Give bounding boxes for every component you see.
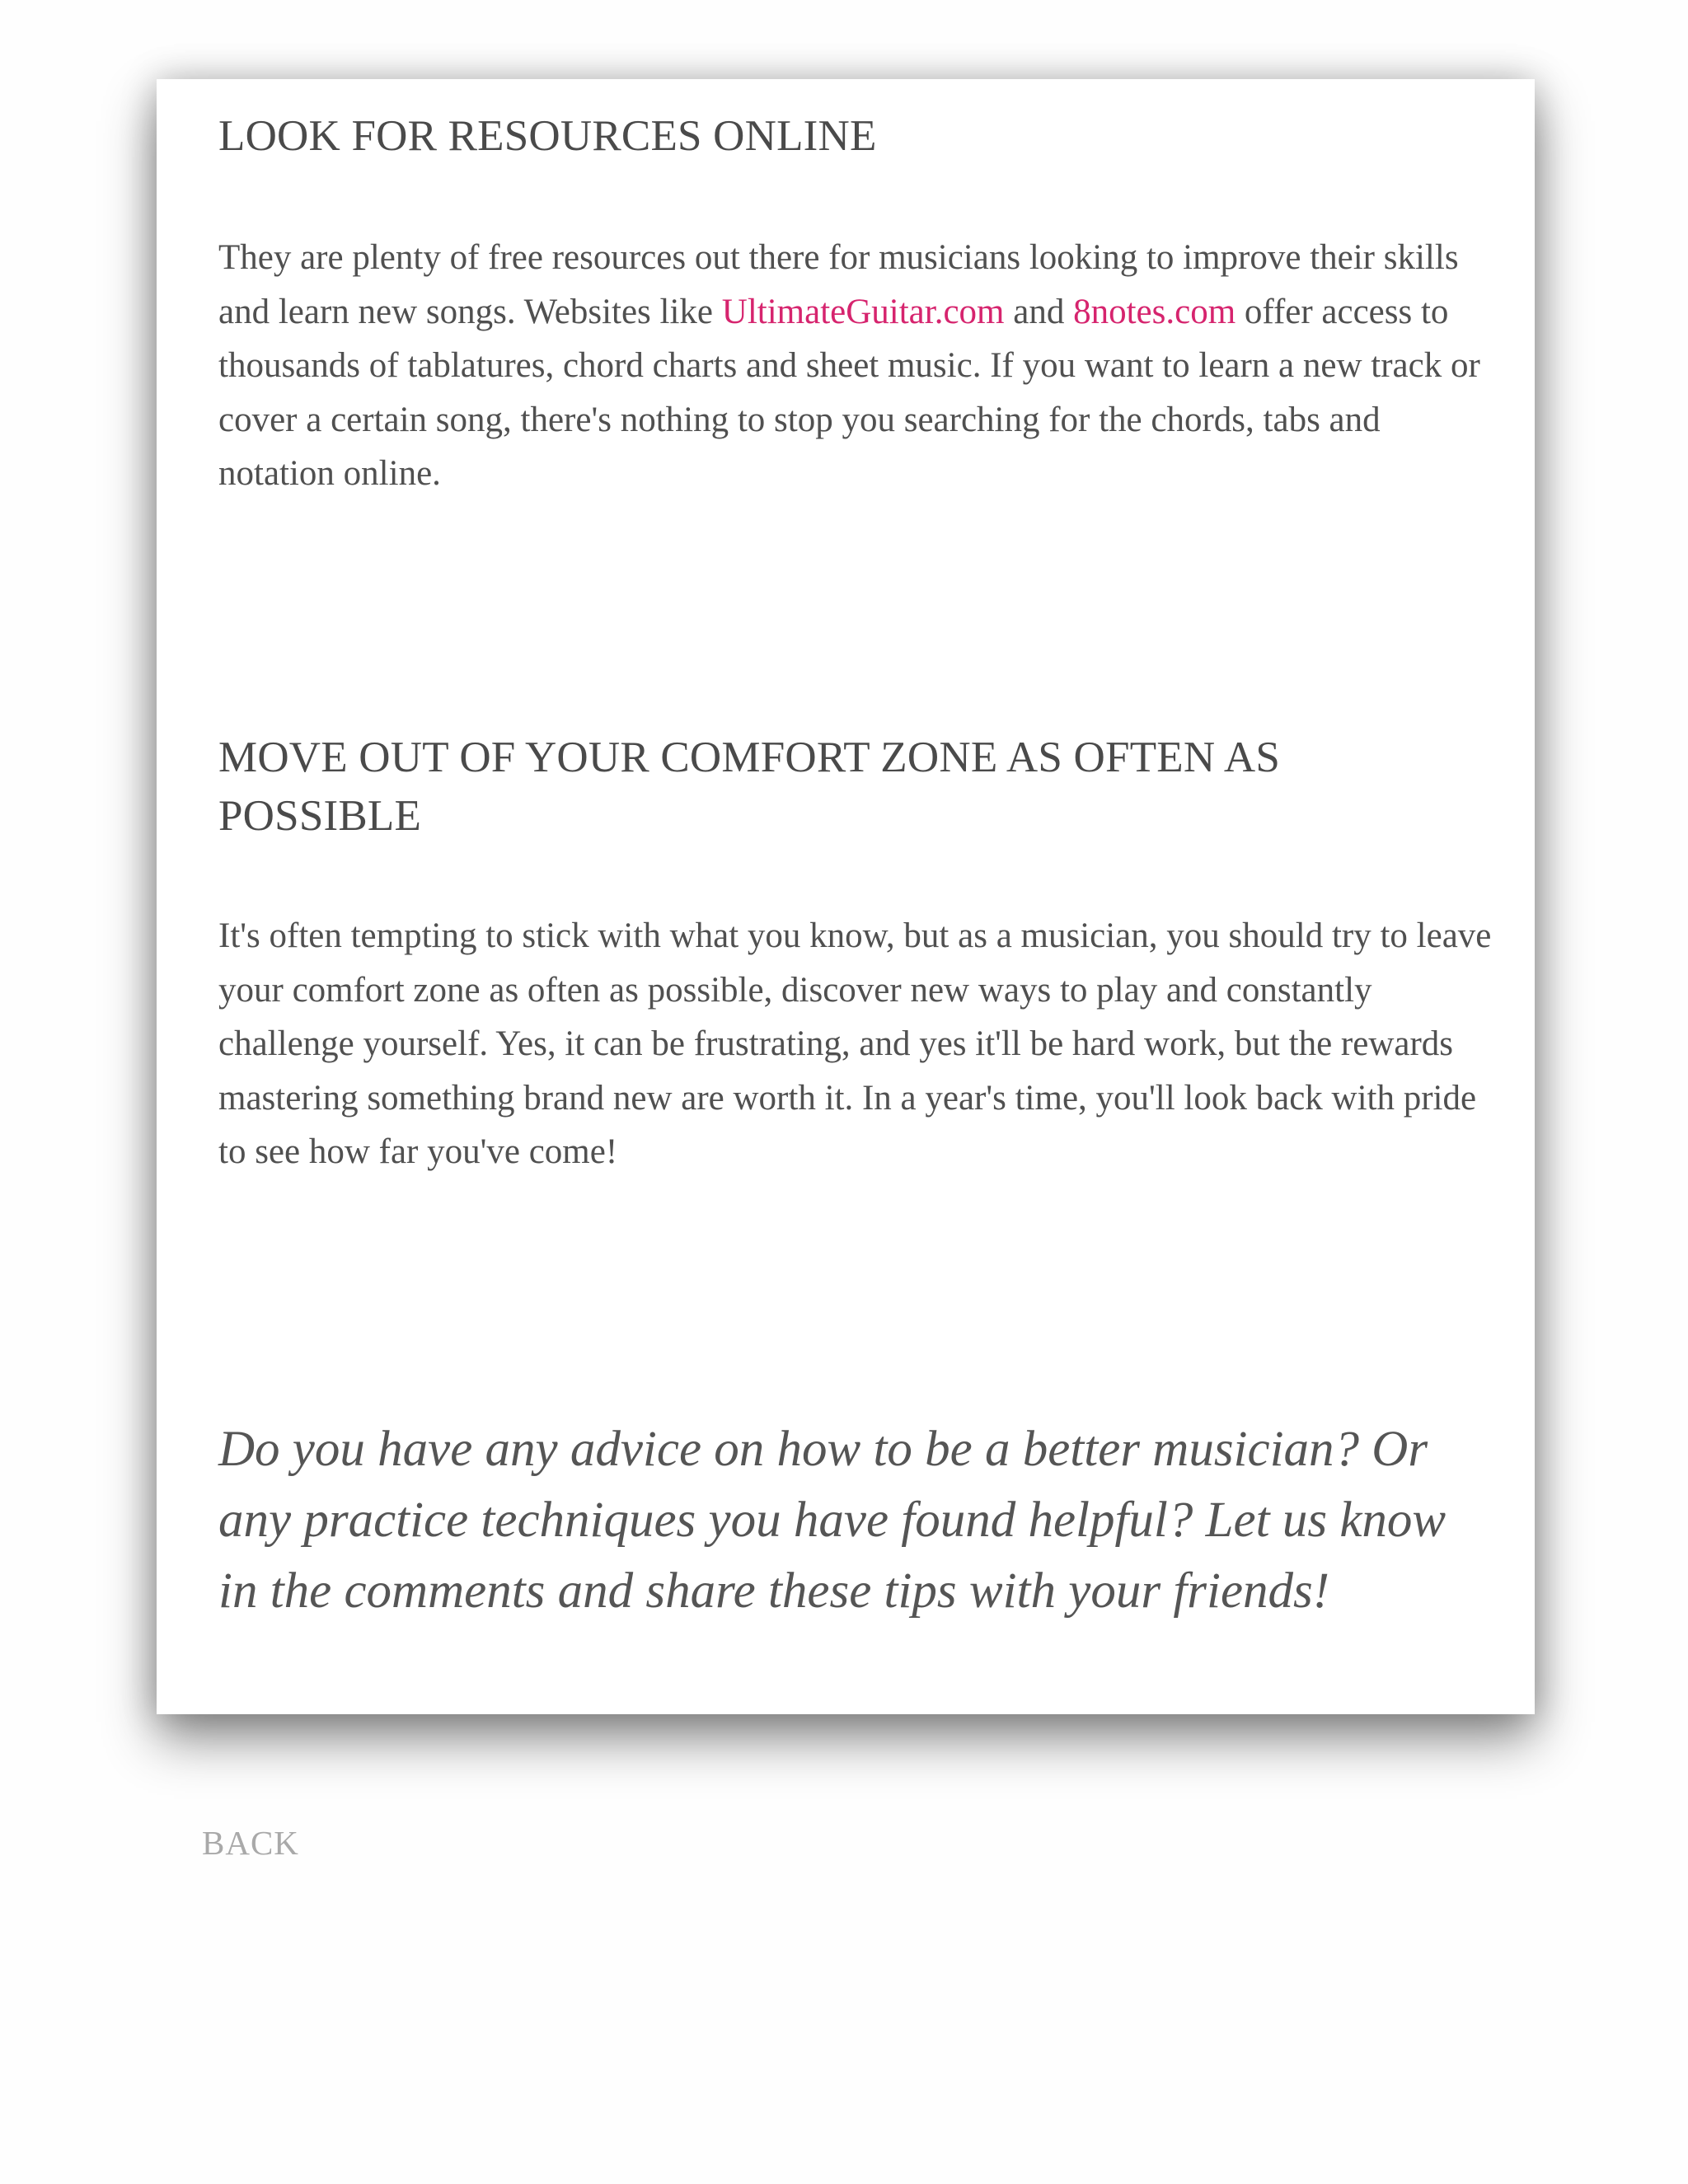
closing-question: Do you have any advice on how to be a better musician? Or any practice techniques you have found helpful? Let us know in the comments and share these tips with your friends! — [218, 1422, 1447, 1619]
back-link[interactable]: BACK — [202, 1824, 299, 1862]
paragraph-text: and — [1004, 292, 1074, 331]
section-heading-resources: LOOK FOR RESOURCES ONLINE — [218, 112, 877, 160]
section-paragraph-comfort-zone: It's often tempting to stick with what you know, but as a musician, you should try to leave your comfort zone as often as possible, discover new ways to play and constantly challenge yourself. Yes, it can be frustrating, and yes it'll be hard work, but the rewards mastering something brand new are worth it. In a year's time, you'll look back with pride to see how far you've come! — [218, 916, 1492, 1171]
paragraph-text: offer access to thousands of tablatures, chord charts and sheet music. If you want to learn a new track or cover a certain song, there's nothing to stop you searching for the chords, tabs and notation online. — [218, 292, 1480, 493]
section-heading-comfort-zone: MOVE OUT OF YOUR COMFORT ZONE AS OFTEN AS POSSIBLE — [218, 733, 1280, 840]
article-card — [157, 79, 1535, 1714]
ultimateguitar-link[interactable]: UltimateGuitar.com — [721, 292, 1005, 331]
section-paragraph-resources — [218, 231, 1488, 501]
8notes-link[interactable]: 8notes.com — [1073, 292, 1236, 331]
paragraph-text: They are plenty of free resources out there for musicians looking to improve their skills and learn new songs. Websites like — [218, 238, 1459, 331]
